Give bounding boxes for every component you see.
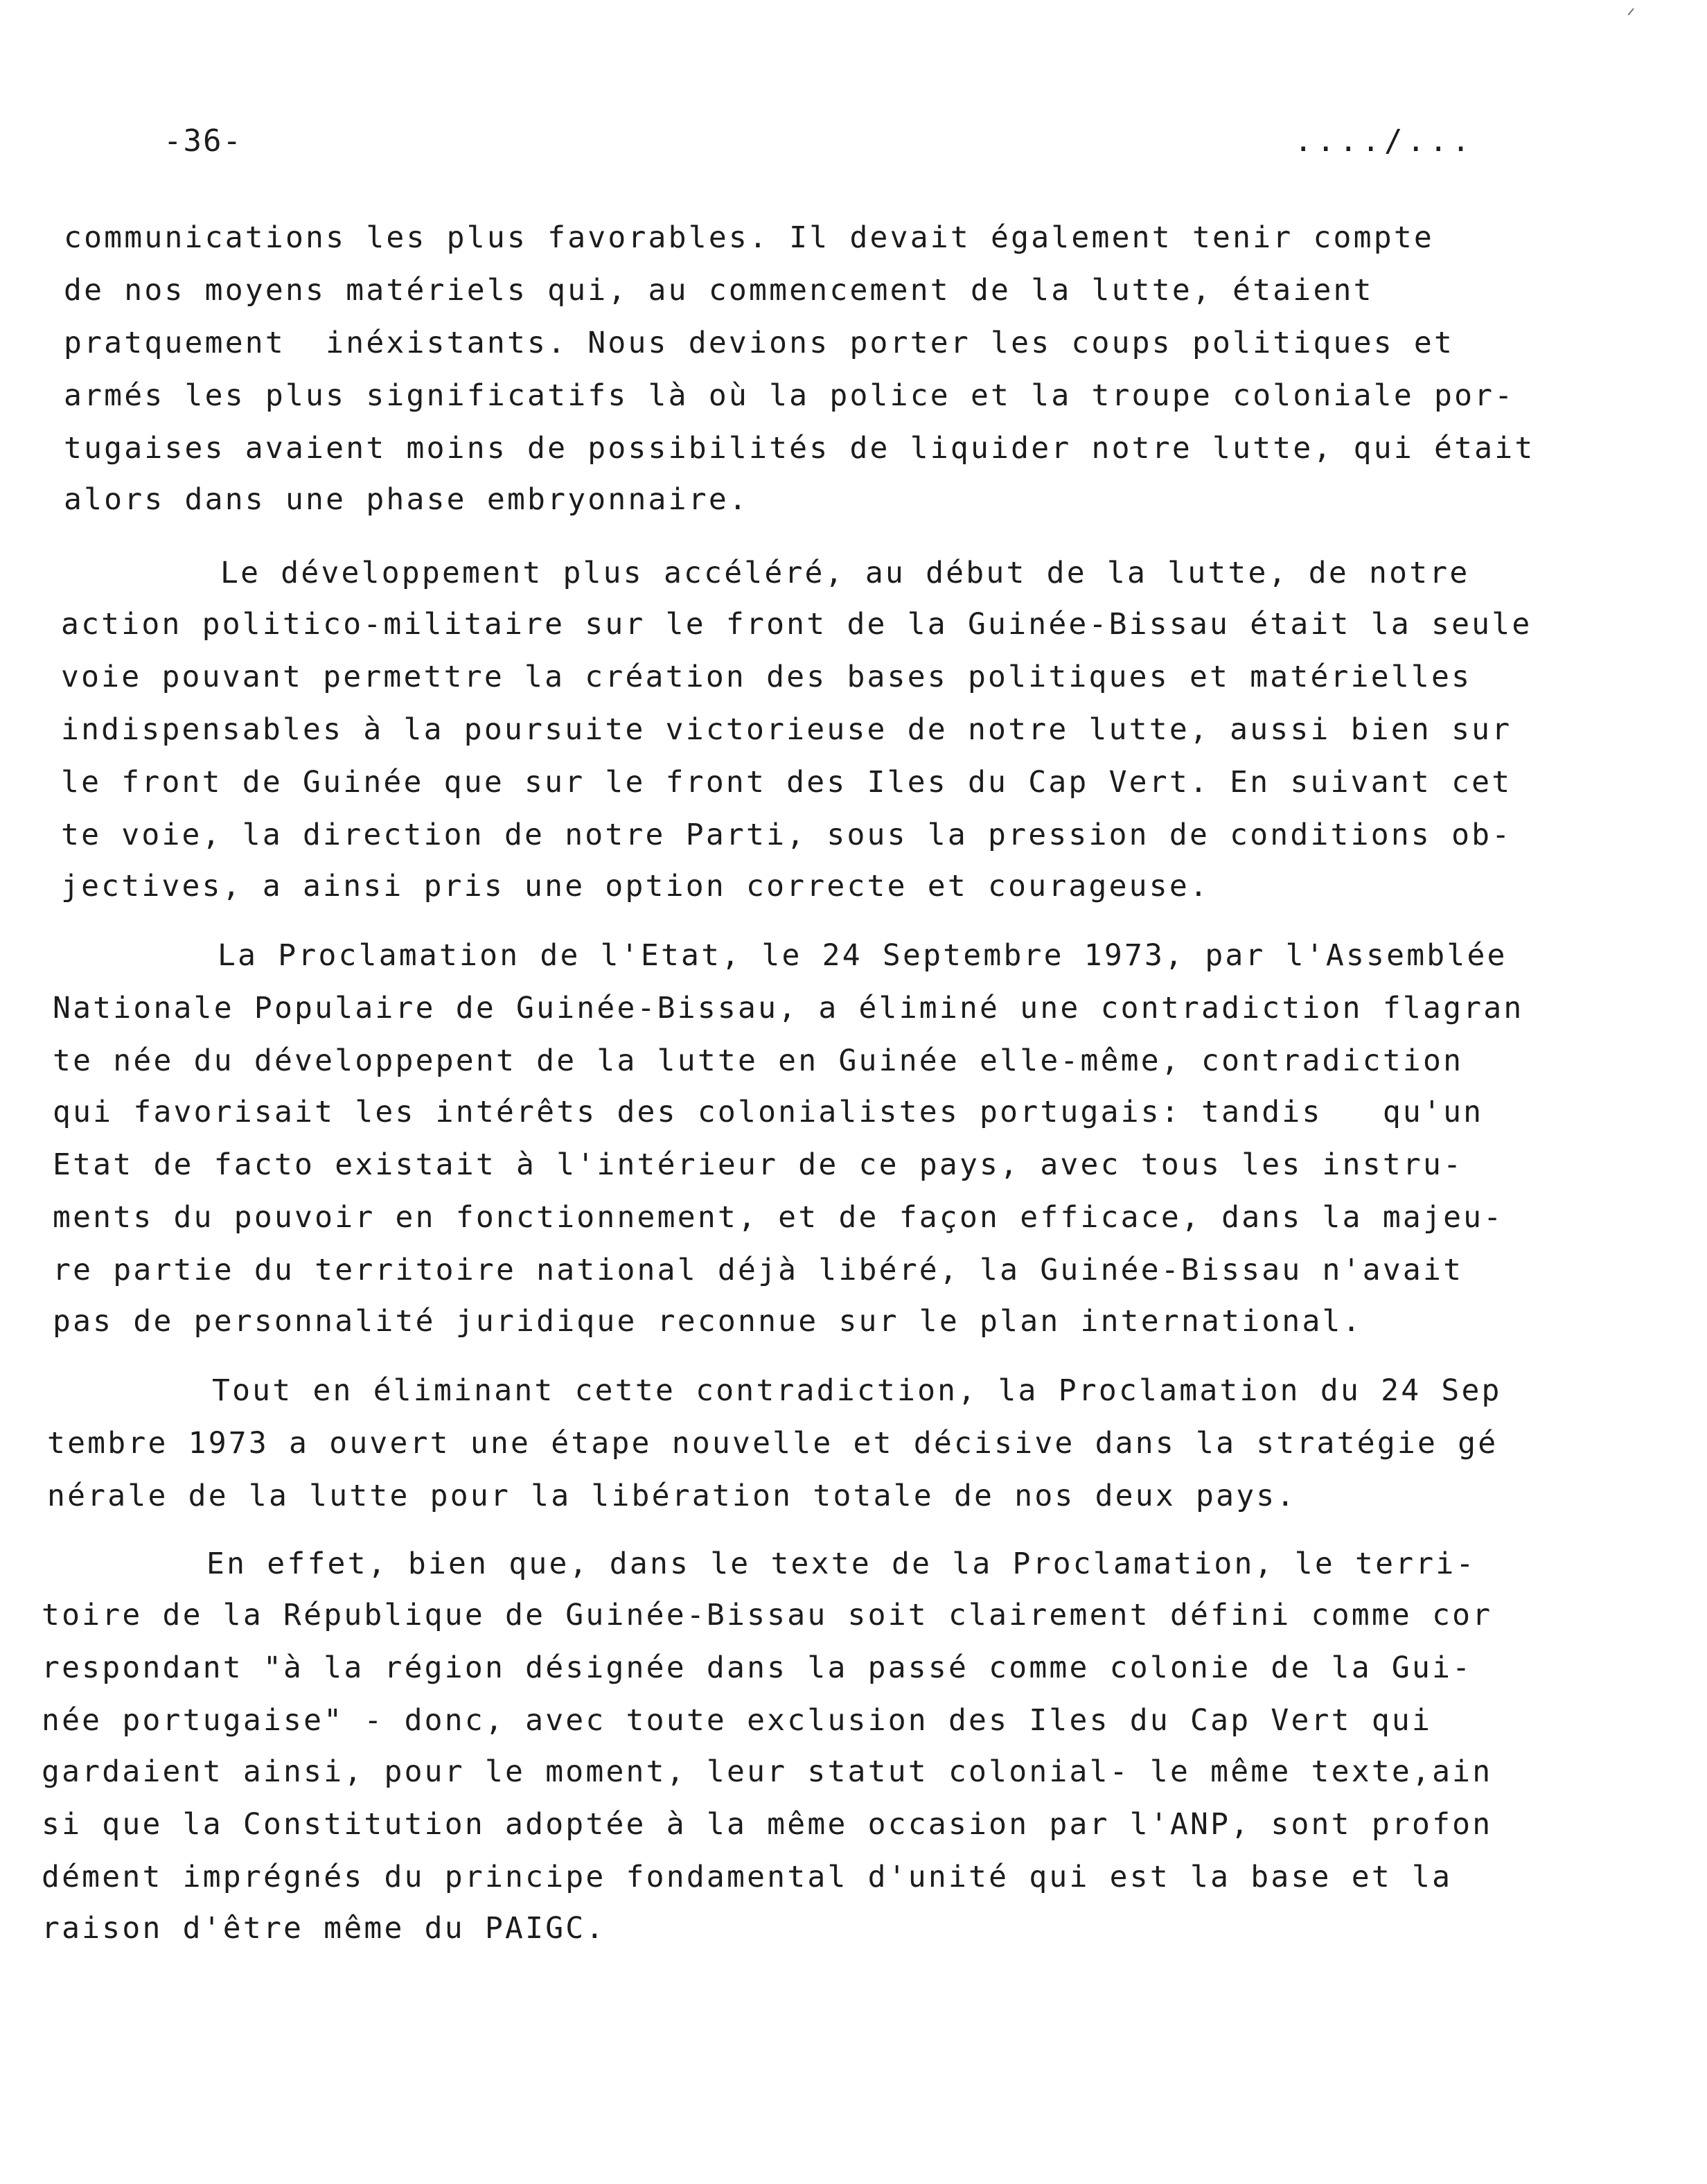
text-line: Tout en éliminant cette contradiction, la Proclamation du 24 Sep	[212, 1373, 1502, 1408]
text-line: respondant "à la région désignée dans la passé comme colonie de la Gui-	[42, 1650, 1473, 1685]
text-line: indispensables à la poursuite victorieuse de notre lutte, aussi bien sur	[61, 712, 1512, 747]
continuation-mark: ..../...	[1294, 123, 1474, 159]
text-line: ments du pouvoir en fonctionnement, et de façon efficace, dans la majeu-	[53, 1200, 1504, 1235]
text-line: armés les plus significatifs là où la police et la troupe coloniale por-	[64, 378, 1515, 413]
text-line: voie pouvant permettre la création des bases politiques et matérielles	[61, 660, 1472, 694]
text-line: En effet, bien que, dans le texte de la Proclamation, le terri-	[206, 1547, 1476, 1581]
text-line: gardaient ainsi, pour le moment, leur statut colonial- le même texte,ain	[42, 1754, 1493, 1789]
text-line: communications les plus favorables. Il devait également tenir compte	[64, 220, 1434, 255]
text-line: née portugaise" - donc, avec toute exclusion des Iles du Cap Vert qui	[42, 1703, 1433, 1738]
text-line: action politico-militaire sur le front de la Guinée-Bissau était la seule	[61, 607, 1532, 642]
scan-speck-icon: ᐟ	[1627, 4, 1636, 28]
text-line: Nationale Populaire de Guinée-Bissau, a éliminé une contradiction flagran	[53, 991, 1524, 1025]
text-line: te née du développepent de la lutte en Guinée elle-même, contradiction	[53, 1043, 1464, 1078]
text-line: jectives, a ainsi pris une option correcte et courageuse.	[61, 869, 1210, 904]
text-line: tembre 1973 a ouvert une étape nouvelle et décisive dans la stratégie gé	[47, 1426, 1498, 1461]
text-line: de nos moyens matériels qui, au commencement de la lutte, étaient	[64, 273, 1374, 308]
text-line: alors dans une phase embryonnaire.	[64, 482, 749, 517]
text-line: nérale de la lutte pour la libération totale de nos deux pays.	[47, 1479, 1297, 1513]
text-line: tugaises avaient moins de possibilités de liquider notre lutte, qui était	[64, 431, 1535, 466]
text-line: La Proclamation de l'Etat, le 24 Septembre 1973, par l'Assemblée	[218, 938, 1507, 973]
text-line: pas de personnalité juridique reconnue sur le plan international.	[53, 1304, 1363, 1339]
text-line: Le développement plus accéléré, au début de la lutte, de notre	[220, 556, 1470, 590]
text-line: pratquement inéxistants. Nous devions porter les coups politiques et	[64, 326, 1455, 360]
text-line: raison d'être même du PAIGC.	[42, 1911, 606, 1946]
text-line: dément imprégnés du principe fondamental d'unité qui est la base et la	[42, 1860, 1453, 1894]
page-number: -36-	[163, 123, 242, 159]
text-line: le front de Guinée que sur le front des Iles du Cap Vert. En suivant cet	[61, 765, 1512, 800]
text-line: toire de la République de Guinée-Bissau soit clairement défini comme cor	[42, 1598, 1493, 1632]
text-line: qui favorisait les intérêts des colonialistes portugais: tandis qu'un	[53, 1095, 1484, 1129]
text-line: te voie, la direction de notre Parti, sous la pression de conditions ob-	[61, 818, 1512, 852]
text-line: re partie du territoire national déjà libéré, la Guinée-Bissau n'avait	[53, 1253, 1464, 1287]
text-line: si que la Constitution adoptée à la même occasion par l'ANP, sont profon	[42, 1807, 1493, 1842]
text-line: Etat de facto existait à l'intérieur de ce pays, avec tous les instru-	[53, 1147, 1464, 1182]
